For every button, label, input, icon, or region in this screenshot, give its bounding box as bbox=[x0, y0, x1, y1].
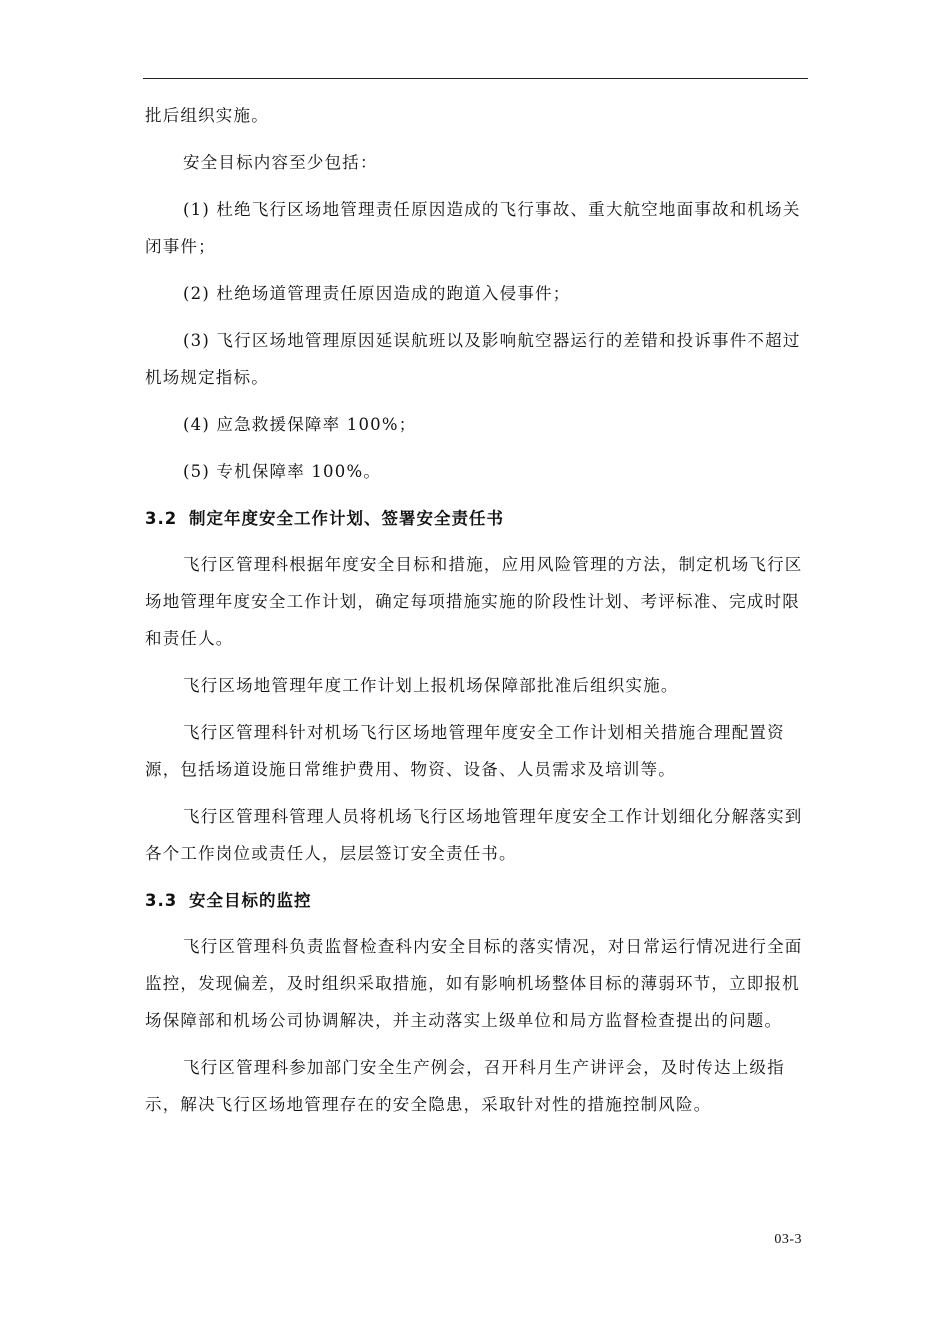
section-heading-3-3 bbox=[145, 882, 807, 919]
page-number: 03-3 bbox=[774, 1232, 802, 1247]
section-heading-3-2 bbox=[145, 500, 807, 537]
paragraph: 飞行区管理科根据年度安全目标和措施，应用风险管理的方法，制定机场飞行区场地管理年度安全工作计划，确定每项措施实施的阶段性计划、考评标准、完成时限和责任人。 bbox=[145, 555, 803, 648]
paragraph: 飞行区管理科参加部门安全生产例会，召开科月生产讲评会，及时传达上级指示，解决飞行区场地管理存在的安全隐患，采取针对性的措施控制风险。 bbox=[145, 1058, 785, 1114]
paragraph: 批后组织实施。 bbox=[145, 106, 269, 125]
paragraph: 安全目标内容至少包括： bbox=[183, 153, 378, 172]
list-item: (3) 飞行区场地管理原因延误航班以及影响航空器运行的差错和投诉事件不超过机场规定指标。 bbox=[145, 331, 801, 387]
document-body bbox=[145, 97, 807, 1133]
header-rule bbox=[143, 78, 808, 79]
section-title: 安全目标的监控 bbox=[189, 891, 312, 910]
section-number: 3.2 bbox=[145, 509, 178, 528]
paragraph: 飞行区管理科负责监督检查科内安全目标的落实情况，对日常运行情况进行全面监控，发现偏差，及时组织采取措施，如有影响机场整体目标的薄弱环节，立即报机场保障部和机场公司协调解决，并主动落实上级单位和局方监督检查提出的问题。 bbox=[145, 937, 803, 1030]
list-item: (2) 杜绝场道管理责任原因造成的跑道入侵事件； bbox=[183, 284, 571, 303]
paragraph: 飞行区管理科针对机场飞行区场地管理年度安全工作计划相关措施合理配置资源，包括场道设施日常维护费用、物资、设备、人员需求及培训等。 bbox=[145, 723, 785, 779]
section-number: 3.3 bbox=[145, 891, 178, 910]
paragraph: 飞行区场地管理年度工作计划上报机场保障部批准后组织实施。 bbox=[183, 676, 679, 695]
paragraph: 飞行区管理科管理人员将机场飞行区场地管理年度安全工作计划细化分解落实到各个工作岗位或责任人，层层签订安全责任书。 bbox=[145, 807, 803, 863]
list-item: (1) 杜绝飞行区场地管理责任原因造成的飞行事故、重大航空地面事故和机场关闭事件； bbox=[145, 200, 801, 256]
section-title: 制定年度安全工作计划、签署安全责任书 bbox=[189, 509, 504, 528]
list-item: (5) 专机保障率 100%。 bbox=[183, 462, 382, 481]
list-item: (4) 应急救援保障率 100%； bbox=[183, 415, 417, 434]
